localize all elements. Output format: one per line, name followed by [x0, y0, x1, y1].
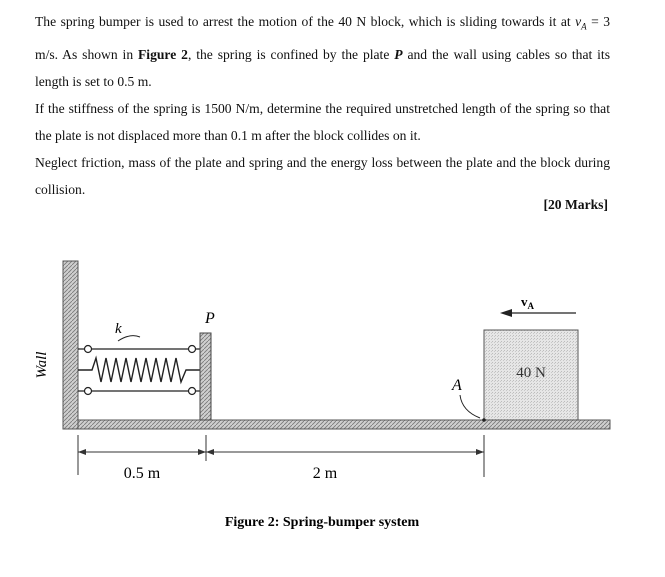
marks-label: [20 Marks] — [543, 197, 608, 212]
dim-arrow-1 — [78, 449, 86, 455]
point-a — [482, 418, 486, 422]
velocity-arrowhead — [500, 309, 512, 317]
p1-text-a: The spring bumper is used to arrest the motion of the 40 N block, which is sliding towards it at — [35, 14, 576, 29]
problem-paragraph-2: If the stiffness of the spring is 1500 N/m, determine the required unstretched length of the spring so that the plate is not displaced more than 0.1 m after the block collides on it. — [35, 100, 610, 143]
figure-reference: Figure 2 — [138, 46, 188, 62]
block-label: 40 N — [516, 365, 546, 381]
wall-label: Wall — [34, 351, 50, 379]
p1-text-c: , the spring is confined by the plate — [187, 46, 395, 62]
spring-bumper-figure — [0, 245, 665, 577]
problem-statement — [35, 8, 610, 203]
dim-label-2m: 2 m — [312, 465, 338, 482]
point-a-label: A — [452, 377, 462, 394]
spring — [78, 358, 204, 382]
p1-text-b: = 3 m/s. As shown in — [35, 14, 610, 62]
dim-label-0-5m: 0.5 m — [123, 465, 161, 482]
va-symbol: $v_A$ — [575, 14, 587, 32]
problem-paragraph-3: Neglect friction, mass of the plate and spring and the energy loss between the plate and the block during collision. — [35, 154, 610, 197]
dim-arrow-2 — [198, 449, 206, 455]
plate-symbol: P — [394, 46, 403, 62]
cables — [78, 346, 204, 395]
problem-paragraph-1 — [35, 8, 610, 95]
dim-arrow-3 — [206, 449, 214, 455]
spring-label: k — [115, 321, 122, 337]
ground — [78, 420, 610, 429]
plate — [200, 333, 211, 420]
dim-arrow-4 — [476, 449, 484, 455]
figure-caption: Figure 2: Spring-bumper system — [224, 515, 420, 530]
p1-text-d: and the wall using cables so that its length is set to 0.5 m. — [35, 46, 610, 89]
velocity-label: $v_A$ — [521, 294, 534, 311]
point-a-leader — [460, 395, 480, 418]
plate-label: P — [205, 310, 215, 327]
wall — [63, 261, 78, 429]
